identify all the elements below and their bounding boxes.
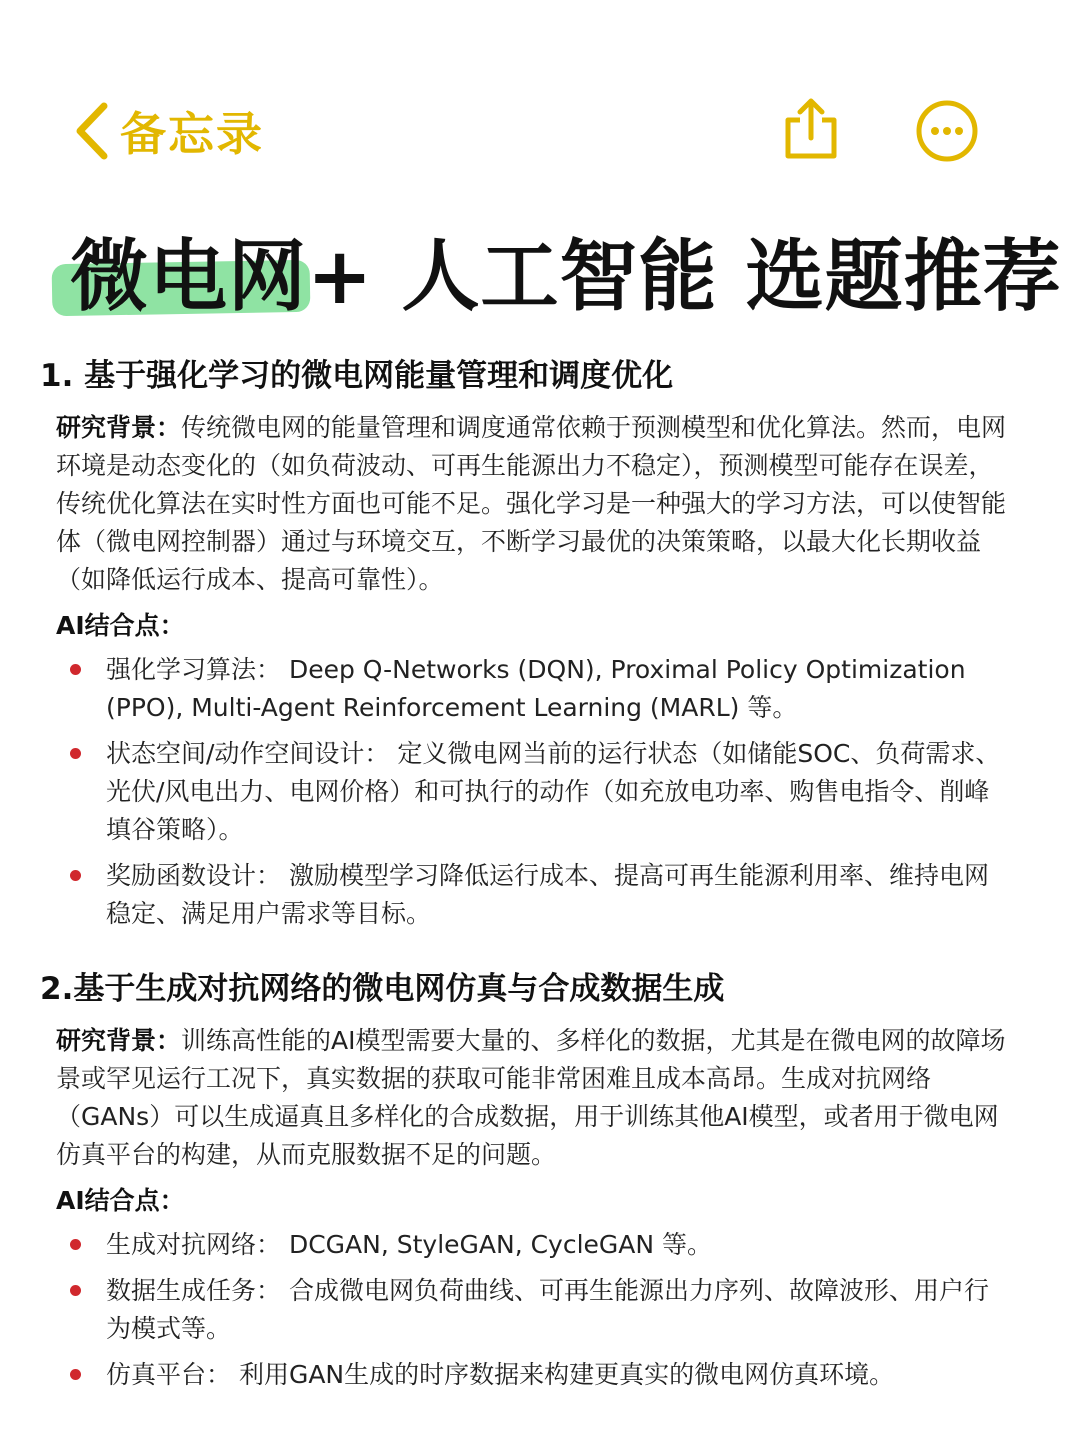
bullet-list (40, 1226, 1010, 1394)
list-item-text: 仿真平台： 利用GAN生成的时序数据来构建更真实的微电网仿真环境。 (106, 1360, 895, 1389)
ai-label: AI结合点： (56, 1186, 185, 1215)
list-item (40, 735, 1010, 849)
bullet-list (40, 651, 1010, 933)
list-item-text: 生成对抗网络： DCGAN, StyleGAN, CycleGAN 等。 (106, 1230, 713, 1259)
bullet-icon (70, 1369, 81, 1380)
more-icon[interactable] (914, 98, 980, 164)
bullet-icon (70, 870, 81, 881)
section-2 (40, 963, 1010, 1394)
list-item (40, 857, 1010, 933)
back-button[interactable] (70, 96, 264, 166)
bullet-icon (70, 664, 81, 675)
section-heading: 1. 基于强化学习的微电网能量管理和调度优化 (40, 358, 674, 394)
note-body (40, 350, 1010, 1418)
list-item-text: 奖励函数设计： 激励模型学习降低运行成本、提高可再生能源利用率、维持电网稳定、满足用户需求等目标。 (106, 861, 989, 928)
title-highlight-text: 微电网 (70, 232, 308, 322)
chevron-left-icon (70, 100, 114, 162)
background-text: 传统微电网的能量管理和调度通常依赖于预测模型和优化算法。然而，电网环境是动态变化的（如负荷波动、可再生能源出力不稳定），预测模型可能存在误差，传统优化算法在实时性方面也可能不足。强化学习是一种强大的学习方法，可以使智能体（微电网控制器）通过与环境交互，不断学习最优的决策策略，以最大化长期收益（如降低运行成本、提高可靠性）。 (56, 413, 1007, 594)
title-rest-text: + 人工智能 选题推荐 (307, 232, 1062, 322)
back-label: 备忘录 (120, 107, 264, 161)
share-icon[interactable] (780, 96, 842, 162)
bullet-icon (70, 1239, 81, 1250)
background-paragraph (56, 1022, 1010, 1174)
section-heading: 2.基于生成对抗网络的微电网仿真与合成数据生成 (40, 971, 725, 1007)
list-item (40, 1356, 1010, 1394)
background-paragraph (56, 409, 1010, 599)
section-1 (40, 350, 1010, 933)
bullet-icon (70, 748, 81, 759)
list-item-text: 强化学习算法： Deep Q-Networks (DQN), Proximal Policy Optimization (PPO), Multi-Agent Reinforcement Learning (MARL) 等。 (106, 655, 966, 722)
list-item-text: 数据生成任务： 合成微电网负荷曲线、可再生能源出力序列、故障波形、用户行为模式等。 (106, 1276, 989, 1343)
list-item (40, 1272, 1010, 1348)
ai-label: AI结合点： (56, 611, 185, 640)
bullet-icon (70, 1285, 81, 1296)
background-label: 研究背景： (56, 413, 182, 442)
top-navigation-bar (0, 0, 1080, 190)
title-text (70, 214, 1062, 326)
background-label: 研究背景： (56, 1026, 182, 1055)
list-item (40, 651, 1010, 727)
background-text: 训练高性能的AI模型需要大量的、多样化的数据，尤其是在微电网的故障场景或罕见运行工况下，真实数据的获取可能非常困难且成本高昂。生成对抗网络（GANs）可以生成逼真且多样化的合成数据，用于训练其他AI模型，或者用于微电网仿真平台的构建，从而克服数据不足的问题。 (56, 1026, 1006, 1169)
page-title (0, 210, 1080, 320)
list-item-text: 状态空间/动作空间设计： 定义微电网当前的运行状态（如储能SOC、负荷需求、光伏/风电出力、电网价格）和可执行的动作（如充放电功率、购售电指令、削峰填谷策略）。 (106, 739, 1001, 844)
list-item (40, 1226, 1010, 1264)
